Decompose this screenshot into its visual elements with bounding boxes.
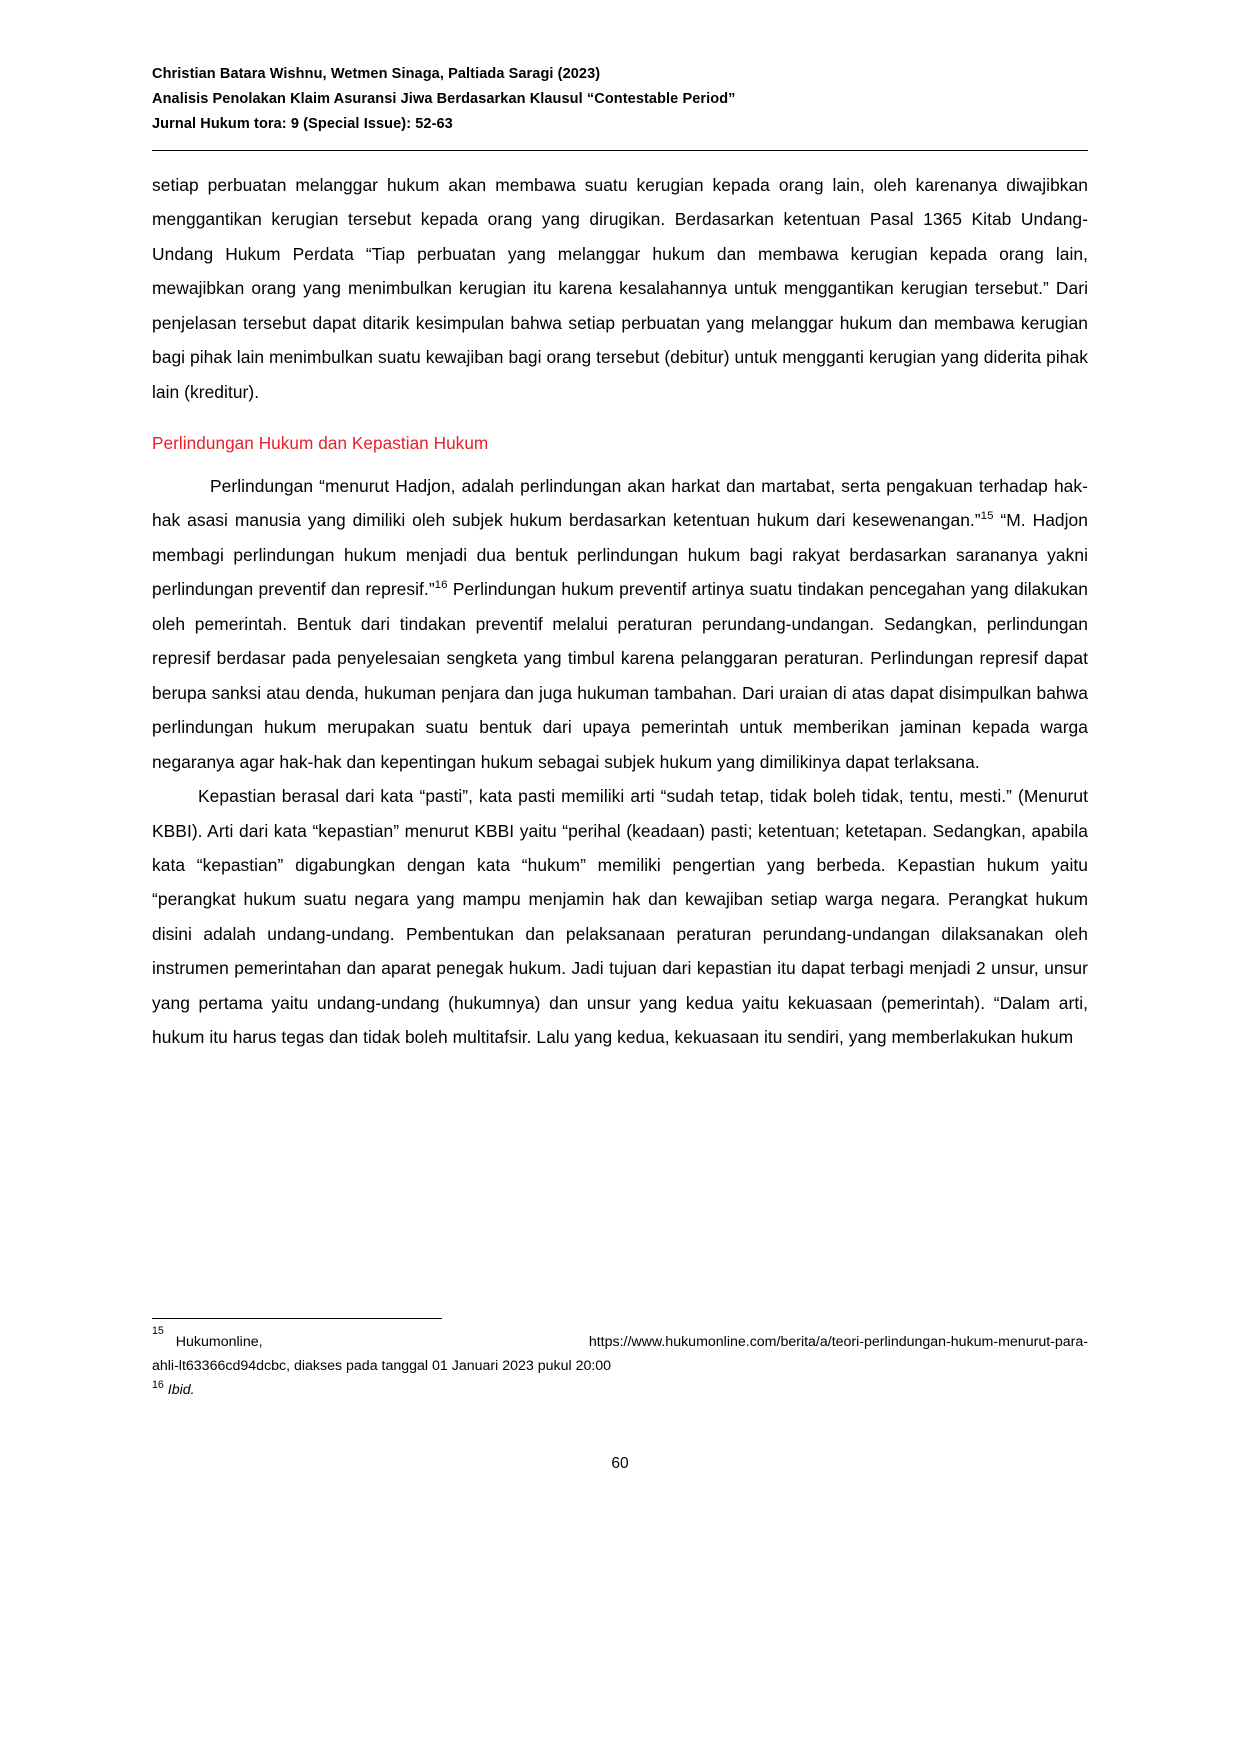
footnote-16: [152, 1379, 1088, 1403]
paragraph-perlindungan-part2: “M. Hadjon membagi perlindungan hukum menjadi dua bentuk perlindungan hukum bagi rakyat berdasarkan sarananya yakni perlindungan preventif dan represif.”: [152, 510, 1089, 600]
header-article-title: Analisis Penolakan Klaim Asuransi Jiwa Berdasarkan Klausul “Contestable Period”: [152, 90, 736, 107]
footnote-ref-15[interactable]: 15: [980, 510, 994, 523]
footnote-15-source: Hukumonline,: [175, 1334, 263, 1350]
footnote-15-line1: [152, 1325, 1088, 1355]
paragraph-perlindungan-part1: Perlindungan “menurut Hadjon, adalah perlindungan akan harkat dan martabat, serta pengakuan terhadap hak-hak asasi manusia yang dimiliki oleh subjek hukum berdasarkan ketentuan hukum dari kesewenangan.”: [152, 476, 1088, 531]
header-authors: Christian Batara Wishnu, Wetmen Sinaga, Paltiada Saragi (2023): [152, 66, 601, 82]
footnote-15-line2: ahli-lt63366cd94dcbc, diakses pada tanggal 01 Januari 2023 pukul 20:00: [152, 1357, 612, 1374]
footnotes-area: [152, 1318, 1088, 1403]
running-header: [152, 62, 1088, 137]
footnote-ref-16[interactable]: 16: [434, 579, 448, 592]
paragraph-perlindungan-part3: Perlindungan hukum preventif artinya suatu tindakan pencegahan yang dilakukan oleh pemerintah. Bentuk dari tindakan preventif melalui peraturan perundang-undangan. Sedangkan, perlindungan represif berdasar pada penyelesaian sengketa yang timbul karena pelanggaran peraturan. Perlindungan represif dapat berupa sanksi atau denda, hukuman penjara dan juga hukuman tambahan. Dari uraian di atas dapat disimpulkan bahwa perlindungan hukum merupakan suatu bentuk dari upaya pemerintah untuk memberikan jaminan kepada warga negaranya agar hak-hak dan kepentingan hukum sebagai subjek hukum yang dimilikinya dapat terlaksana.: [152, 579, 1088, 772]
paragraph-perlindungan: [152, 469, 1088, 779]
footnote-16-text: Ibid.: [167, 1381, 195, 1398]
section-heading: Perlindungan Hukum dan Kepastian Hukum: [152, 432, 489, 453]
footnote-divider: [152, 1318, 442, 1319]
paragraph-kepastian: Kepastian berasal dari kata “pasti”, kata pasti memiliki arti “sudah tetap, tidak boleh tidak, tentu, mesti.” (Menurut KBBI). Arti dari kata “kepastian” menurut KBBI yaitu “perihal (keadaan) pasti; ketentuan; ketetapan. Sedangkan, apabila kata “kepastian” digabungkan dengan kata “hukum” memiliki pengertian yang berbeda. Kepastian hukum yaitu “perangkat hukum suatu negara yang mampu menjamin hak dan kewajiban setiap warga negara. Perangkat hukum disini adalah undang-undang. Pembentukan dan pelaksanaan peraturan perundang-undangan dilaksanakan oleh instrumen pemerintahan dan aparat penegak hukum. Jadi tujuan dari kepastian itu dapat terbagi menjadi 2 unsur, unsur yang pertama yaitu undang-undang (hukumnya) dan unsur yang kedua yaitu kekuasaan (pemerintah). “Dalam arti, hukum itu harus tegas dan tidak boleh multitafsir. Lalu yang kedua, kekuasaan itu sendiri, yang memberlakukan hukum: [152, 786, 1088, 1048]
footnote-15: [152, 1325, 1088, 1379]
footnote-15-number: 15: [152, 1325, 164, 1337]
footnote-15-url-part1[interactable]: https://www.hukumonline.com/berita/a/teori-perlindungan-hukum-menurut-para-: [588, 1334, 1088, 1350]
footnote-spacer: [263, 1331, 589, 1355]
page-number: 60: [611, 1455, 629, 1472]
header-journal-info: Jurnal Hukum tora: 9 (Special Issue): 52-63: [152, 115, 453, 132]
header-divider: [152, 150, 1088, 151]
footnote-16-number: 16: [152, 1378, 164, 1391]
paragraph-continuation: setiap perbuatan melanggar hukum akan membawa suatu kerugian kepada orang lain, oleh karenanya diwajibkan menggantikan kerugian tersebut kepada orang yang dirugikan. Berdasarkan ketentuan Pasal 1365 Kitab Undang-Undang Hukum Perdata “Tiap perbuatan yang melanggar hukum dan membawa kerugian kepada orang lain, mewajibkan orang yang menimbulkan kerugian itu karena kesalahannya untuk menggantikan kerugian tersebut.” Dari penjelasan tersebut dapat ditarik kesimpulan bahwa setiap perbuatan yang melanggar hukum dan membawa kerugian bagi pihak lain menimbulkan suatu kewajiban bagi orang tersebut (debitur) untuk mengganti kerugian yang diderita pihak lain (kreditur).: [152, 174, 1088, 402]
body-content: [152, 168, 1088, 1055]
